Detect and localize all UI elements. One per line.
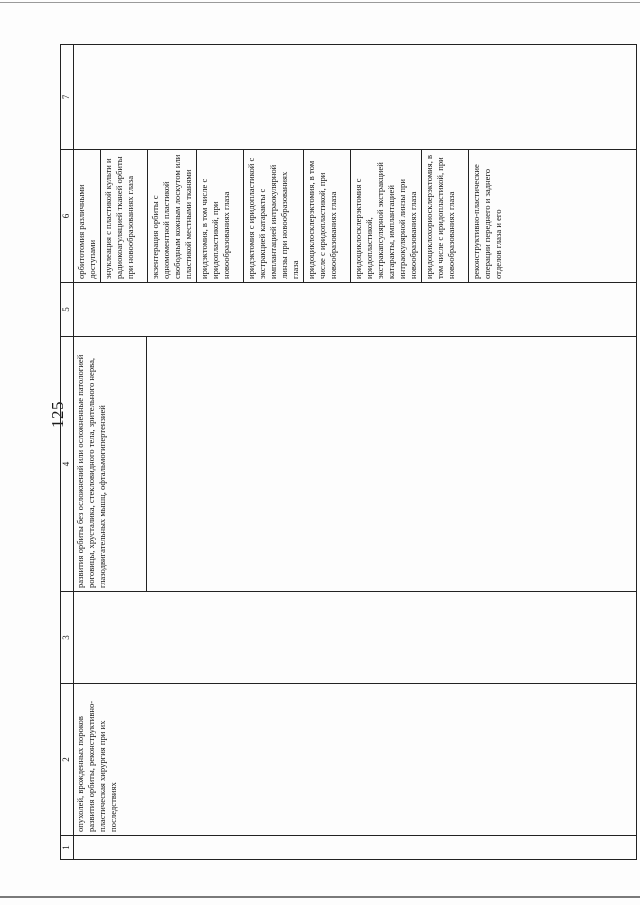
header-cell-3: 3: [61, 592, 74, 684]
list-item: реконструктивно-пластические операции переднего и заднего отделов глаза и его: [471, 164, 503, 279]
cell-col2-diagnosis: опухолей, врожденных пороков развития орбиты, реконструктивно-пластическая хирургия при их последствиях: [74, 684, 637, 836]
header-cell-6: 6: [61, 150, 74, 283]
cell-col6-methods: [74, 150, 637, 283]
col4-text: развития орбиты без осложнений или осложненные патологией роговицы, хрусталика, стекловидного тела, зрительного нерва, глазодвигательных мышц, офтальмогипертензией: [74, 337, 147, 591]
header-cell-1: 1: [61, 836, 74, 860]
page-number: 125: [48, 401, 67, 428]
header-cell-5: 5: [61, 283, 74, 337]
methods-list: [74, 150, 636, 282]
list-item: иридоциклохориосклерэктомия, в том числе с иридопластикой, при новообразованиях глаза: [422, 150, 469, 282]
procedures-table: [60, 44, 637, 860]
cell-col5: [74, 283, 637, 337]
rotated-table: [60, 45, 622, 860]
list-item: иридэктомия с иридопластикой с экстракцией катаракты с имплантацией интраокулярной линзы при новообразованиях глаза: [244, 150, 304, 282]
list-item: экзентерация орбиты с одномоментной пластикой свободным кожным лоскутом или пластикой местными тканями: [148, 150, 197, 282]
list-item: орбитотомия различными доступами: [74, 150, 101, 282]
cell-col3: [74, 592, 637, 684]
cell-col4-model: [74, 337, 637, 592]
list-item: энуклеация с пластикой культи и радиокоагуляцией тканей орбиты при новообразованиях глаза: [101, 150, 148, 282]
cell-col1: [74, 836, 637, 860]
cell-col7: [74, 45, 637, 150]
list-item: иридэктомия, в том числе с иридопластикой, при новообразованиях глаза: [197, 150, 244, 282]
list-item: иридоциклосклерэктомия, в том числе с иридопластикой, при новообразованиях глаза: [304, 150, 351, 282]
scan-edge-top: [0, 2, 640, 3]
list-item: иридоциклосклерэктомия с иридопластикой, экстракапсулярной экстракцией катаракты, имплантацией интраокулярной линзы при новообразованиях глаза: [351, 150, 422, 282]
table-row: [74, 45, 637, 860]
header-cell-2: 2: [61, 684, 74, 836]
header-cell-7: 7: [61, 45, 74, 150]
header-row: [61, 45, 74, 860]
header-cell-4: 4: [61, 337, 74, 592]
scan-edge-bottom: [0, 896, 640, 898]
